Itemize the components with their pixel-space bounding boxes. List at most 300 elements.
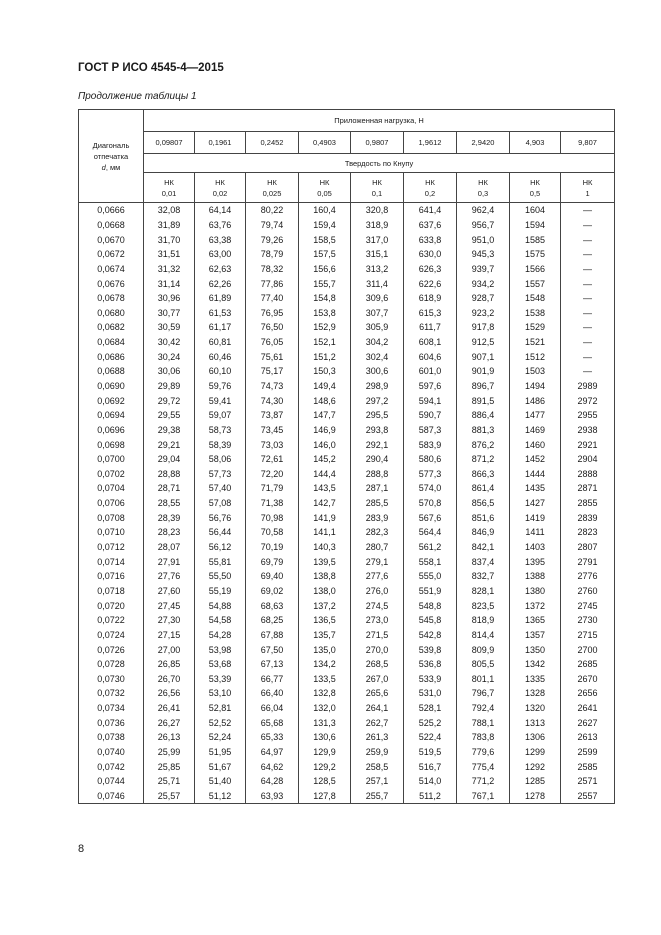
hardness-value-cell: 2839 bbox=[561, 510, 615, 525]
diagonal-cell: 0,0742 bbox=[79, 759, 144, 774]
hardness-value-cell: 2955 bbox=[561, 408, 615, 423]
hardness-value-cell: 264,1 bbox=[351, 701, 404, 716]
hardness-value-cell: 25,57 bbox=[144, 789, 195, 804]
hardness-value-cell: 1328 bbox=[510, 686, 561, 701]
diagonal-cell: 0,0672 bbox=[79, 247, 144, 262]
hardness-value-cell: 146,9 bbox=[299, 423, 351, 438]
table-row bbox=[79, 452, 615, 467]
hardness-value-cell: 155,7 bbox=[299, 276, 351, 291]
hardness-value-cell: 1575 bbox=[510, 247, 561, 262]
hardness-value-cell: 132,8 bbox=[299, 686, 351, 701]
hardness-scale-cell: НК 1 bbox=[561, 173, 615, 203]
hardness-value-cell: 779,6 bbox=[457, 745, 510, 760]
hardness-value-cell: 626,3 bbox=[404, 262, 457, 277]
hardness-value-cell: 522,4 bbox=[404, 730, 457, 745]
hardness-value-cell: 63,38 bbox=[195, 232, 246, 247]
hardness-value-cell: 27,00 bbox=[144, 642, 195, 657]
hardness-value-cell: 511,2 bbox=[404, 789, 457, 804]
hardness-value-cell: — bbox=[561, 305, 615, 320]
hardness-value-cell: 72,20 bbox=[246, 467, 299, 482]
hardness-value-cell: 133,5 bbox=[299, 672, 351, 687]
table-row bbox=[79, 686, 615, 701]
hardness-value-cell: 262,7 bbox=[351, 715, 404, 730]
hardness-value-cell: 771,2 bbox=[457, 774, 510, 789]
hardness-value-cell: 56,44 bbox=[195, 525, 246, 540]
table-row bbox=[79, 584, 615, 599]
hardness-value-cell: 2613 bbox=[561, 730, 615, 745]
hardness-value-cell: 53,10 bbox=[195, 686, 246, 701]
hardness-value-cell: 315,1 bbox=[351, 247, 404, 262]
hardness-value-cell: 28,23 bbox=[144, 525, 195, 540]
hardness-value-cell: 29,04 bbox=[144, 452, 195, 467]
hardness-value-cell: 2700 bbox=[561, 642, 615, 657]
table-row bbox=[79, 554, 615, 569]
hardness-value-cell: 1557 bbox=[510, 276, 561, 291]
diagonal-cell: 0,0740 bbox=[79, 745, 144, 760]
hardness-value-cell: 287,1 bbox=[351, 481, 404, 496]
hardness-value-cell: 53,68 bbox=[195, 657, 246, 672]
hardness-value-cell: 597,6 bbox=[404, 379, 457, 394]
hardness-value-cell: 80,22 bbox=[246, 203, 299, 218]
hardness-value-cell: 73,45 bbox=[246, 423, 299, 438]
hardness-value-cell: 320,8 bbox=[351, 203, 404, 218]
hardness-scale-cell: НК 0,02 bbox=[195, 173, 246, 203]
hardness-value-cell: 1292 bbox=[510, 759, 561, 774]
hardness-value-cell: 542,8 bbox=[404, 628, 457, 643]
hardness-value-cell: 29,72 bbox=[144, 393, 195, 408]
hardness-value-cell: 141,1 bbox=[299, 525, 351, 540]
hardness-value-cell: 79,74 bbox=[246, 218, 299, 233]
hardness-value-cell: 801,1 bbox=[457, 672, 510, 687]
hardness-value-cell: 1320 bbox=[510, 701, 561, 716]
hardness-value-cell: 934,2 bbox=[457, 276, 510, 291]
hardness-value-cell: — bbox=[561, 262, 615, 277]
hardness-value-cell: 531,0 bbox=[404, 686, 457, 701]
hardness-value-cell: 1313 bbox=[510, 715, 561, 730]
hardness-value-cell: 61,53 bbox=[195, 305, 246, 320]
hardness-value-cell: 270,0 bbox=[351, 642, 404, 657]
hardness-value-cell: 601,0 bbox=[404, 364, 457, 379]
hardness-value-cell: 1503 bbox=[510, 364, 561, 379]
hardness-value-cell: 67,50 bbox=[246, 642, 299, 657]
hardness-value-cell: 545,8 bbox=[404, 613, 457, 628]
hardness-value-cell: 318,9 bbox=[351, 218, 404, 233]
hardness-value-cell: 298,9 bbox=[351, 379, 404, 394]
hardness-value-cell: — bbox=[561, 247, 615, 262]
hardness-value-cell: 551,9 bbox=[404, 584, 457, 599]
hardness-value-cell: 141,9 bbox=[299, 510, 351, 525]
hardness-value-cell: 26,70 bbox=[144, 672, 195, 687]
hardness-value-cell: 27,60 bbox=[144, 584, 195, 599]
hardness-value-cell: 2791 bbox=[561, 554, 615, 569]
table-row bbox=[79, 379, 615, 394]
hardness-value-cell: 137,2 bbox=[299, 598, 351, 613]
hardness-value-cell: 58,06 bbox=[195, 452, 246, 467]
hardness-value-cell: 64,14 bbox=[195, 203, 246, 218]
hardness-value-cell: 65,33 bbox=[246, 730, 299, 745]
hardness-value-cell: 151,2 bbox=[299, 349, 351, 364]
diagonal-cell: 0,0670 bbox=[79, 232, 144, 247]
hardness-value-cell: 1512 bbox=[510, 349, 561, 364]
hardness-value-cell: 66,04 bbox=[246, 701, 299, 716]
table-body bbox=[79, 203, 615, 804]
hardness-value-cell: 30,42 bbox=[144, 335, 195, 350]
hardness-value-cell: 27,76 bbox=[144, 569, 195, 584]
hardness-value-cell: 891,5 bbox=[457, 393, 510, 408]
hardness-value-cell: 159,4 bbox=[299, 218, 351, 233]
hardness-value-cell: 896,7 bbox=[457, 379, 510, 394]
diagonal-cell: 0,0696 bbox=[79, 423, 144, 438]
hardness-value-cell: 76,05 bbox=[246, 335, 299, 350]
hardness-value-cell: — bbox=[561, 364, 615, 379]
hardness-value-cell: 311,4 bbox=[351, 276, 404, 291]
hardness-value-cell: 26,41 bbox=[144, 701, 195, 716]
hardness-value-cell: 1585 bbox=[510, 232, 561, 247]
hardness-value-cell: 62,63 bbox=[195, 262, 246, 277]
hardness-scale-cell: НК 0,025 bbox=[246, 173, 299, 203]
diagonal-cell: 0,0738 bbox=[79, 730, 144, 745]
table-row bbox=[79, 335, 615, 350]
hardness-value-cell: 876,2 bbox=[457, 437, 510, 452]
hardness-scale-cell: НК 0,05 bbox=[299, 173, 351, 203]
table-row bbox=[79, 408, 615, 423]
hardness-value-cell: 615,3 bbox=[404, 305, 457, 320]
hardness-value-cell: 1357 bbox=[510, 628, 561, 643]
hardness-value-cell: 78,32 bbox=[246, 262, 299, 277]
hardness-value-cell: 135,0 bbox=[299, 642, 351, 657]
hardness-value-cell: 2557 bbox=[561, 789, 615, 804]
hardness-value-cell: 273,0 bbox=[351, 613, 404, 628]
hardness-value-cell: 143,5 bbox=[299, 481, 351, 496]
diagonal-cell: 0,0692 bbox=[79, 393, 144, 408]
hardness-value-cell: 2656 bbox=[561, 686, 615, 701]
hardness-value-cell: 1435 bbox=[510, 481, 561, 496]
hardness-value-cell: — bbox=[561, 349, 615, 364]
hardness-value-cell: 516,7 bbox=[404, 759, 457, 774]
hardness-value-cell: 61,89 bbox=[195, 291, 246, 306]
hardness-value-cell: 55,50 bbox=[195, 569, 246, 584]
hardness-value-cell: 818,9 bbox=[457, 613, 510, 628]
diagonal-cell: 0,0668 bbox=[79, 218, 144, 233]
hardness-value-cell: 302,4 bbox=[351, 349, 404, 364]
table-row bbox=[79, 672, 615, 687]
hardness-value-cell: 519,5 bbox=[404, 745, 457, 760]
hardness-value-cell: 29,89 bbox=[144, 379, 195, 394]
hardness-value-cell: 290,4 bbox=[351, 452, 404, 467]
hardness-value-cell: 590,7 bbox=[404, 408, 457, 423]
table-row bbox=[79, 481, 615, 496]
hardness-value-cell: 1452 bbox=[510, 452, 561, 467]
hardness-value-cell: 147,7 bbox=[299, 408, 351, 423]
diagonal-cell: 0,0746 bbox=[79, 789, 144, 804]
load-value-cell: 1,9612 bbox=[404, 132, 457, 154]
hardness-value-cell: 134,2 bbox=[299, 657, 351, 672]
hardness-value-cell: 945,3 bbox=[457, 247, 510, 262]
hardness-value-cell: 60,10 bbox=[195, 364, 246, 379]
hardness-value-cell: 2807 bbox=[561, 540, 615, 555]
hardness-value-cell: 570,8 bbox=[404, 496, 457, 511]
hardness-value-cell: 148,6 bbox=[299, 393, 351, 408]
hardness-value-cell: 261,3 bbox=[351, 730, 404, 745]
hardness-value-cell: 1566 bbox=[510, 262, 561, 277]
hardness-value-cell: 140,3 bbox=[299, 540, 351, 555]
hardness-value-cell: 574,0 bbox=[404, 481, 457, 496]
hardness-value-cell: 132,0 bbox=[299, 701, 351, 716]
hardness-value-cell: 25,85 bbox=[144, 759, 195, 774]
diagonal-cell: 0,0684 bbox=[79, 335, 144, 350]
hardness-value-cell: 145,2 bbox=[299, 452, 351, 467]
hardness-scale-cell: НК 0,3 bbox=[457, 173, 510, 203]
hardness-value-cell: 30,24 bbox=[144, 349, 195, 364]
hardness-value-cell: 307,7 bbox=[351, 305, 404, 320]
hardness-value-cell: 138,8 bbox=[299, 569, 351, 584]
hardness-value-cell: 630,0 bbox=[404, 247, 457, 262]
hardness-value-cell: 277,6 bbox=[351, 569, 404, 584]
diagonal-cell: 0,0728 bbox=[79, 657, 144, 672]
table-caption: Продолжение таблицы 1 bbox=[78, 91, 197, 102]
hardness-value-cell: 138,0 bbox=[299, 584, 351, 599]
hardness-value-cell: 783,8 bbox=[457, 730, 510, 745]
hardness-value-cell: 70,58 bbox=[246, 525, 299, 540]
diagonal-cell: 0,0724 bbox=[79, 628, 144, 643]
hardness-value-cell: 271,5 bbox=[351, 628, 404, 643]
load-value-cell: 9,807 bbox=[561, 132, 615, 154]
table-row bbox=[79, 510, 615, 525]
hardness-value-cell: 514,0 bbox=[404, 774, 457, 789]
hardness-value-cell: 258,5 bbox=[351, 759, 404, 774]
hardness-value-cell: 70,98 bbox=[246, 510, 299, 525]
document-title: ГОСТ Р ИСО 4545-4—2015 bbox=[78, 62, 224, 74]
hardness-value-cell: 2972 bbox=[561, 393, 615, 408]
hardness-value-cell: 25,99 bbox=[144, 745, 195, 760]
hardness-value-cell: — bbox=[561, 276, 615, 291]
hardness-value-cell: 142,7 bbox=[299, 496, 351, 511]
hardness-value-cell: 1411 bbox=[510, 525, 561, 540]
hardness-value-cell: 158,5 bbox=[299, 232, 351, 247]
hardness-value-cell: 1388 bbox=[510, 569, 561, 584]
hardness-value-cell: 2855 bbox=[561, 496, 615, 511]
hardness-value-cell: 1460 bbox=[510, 437, 561, 452]
hardness-value-cell: 267,0 bbox=[351, 672, 404, 687]
hardness-value-cell: 127,8 bbox=[299, 789, 351, 804]
hardness-value-cell: 31,89 bbox=[144, 218, 195, 233]
table-row bbox=[79, 774, 615, 789]
hardness-value-cell: 580,6 bbox=[404, 452, 457, 467]
hardness-value-cell: 152,1 bbox=[299, 335, 351, 350]
hardness-value-cell: 129,2 bbox=[299, 759, 351, 774]
hardness-value-cell: 26,27 bbox=[144, 715, 195, 730]
hardness-value-cell: 917,8 bbox=[457, 320, 510, 335]
hardness-value-cell: 1538 bbox=[510, 305, 561, 320]
hardness-value-cell: 583,9 bbox=[404, 437, 457, 452]
hardness-value-cell: 1403 bbox=[510, 540, 561, 555]
table-row bbox=[79, 247, 615, 262]
hardness-value-cell: 62,26 bbox=[195, 276, 246, 291]
table-row bbox=[79, 305, 615, 320]
diagonal-cell: 0,0690 bbox=[79, 379, 144, 394]
table-row bbox=[79, 232, 615, 247]
hardness-value-cell: 539,8 bbox=[404, 642, 457, 657]
hardness-value-cell: 68,25 bbox=[246, 613, 299, 628]
hardness-value-cell: 55,19 bbox=[195, 584, 246, 599]
hardness-value-cell: 2730 bbox=[561, 613, 615, 628]
diagonal-cell: 0,0674 bbox=[79, 262, 144, 277]
hardness-value-cell: 136,5 bbox=[299, 613, 351, 628]
hardness-value-cell: 2715 bbox=[561, 628, 615, 643]
hardness-value-cell: 1477 bbox=[510, 408, 561, 423]
diagonal-cell: 0,0706 bbox=[79, 496, 144, 511]
hardness-value-cell: 30,77 bbox=[144, 305, 195, 320]
hardness-value-cell: 156,6 bbox=[299, 262, 351, 277]
table-row bbox=[79, 642, 615, 657]
hardness-scale-cell: НК 0,2 bbox=[404, 173, 457, 203]
diagonal-cell: 0,0702 bbox=[79, 467, 144, 482]
hardness-value-cell: 1594 bbox=[510, 218, 561, 233]
hardness-scale-cell: НК 0,5 bbox=[510, 173, 561, 203]
hardness-value-cell: 2627 bbox=[561, 715, 615, 730]
hardness-value-cell: 285,5 bbox=[351, 496, 404, 511]
hardness-value-cell: — bbox=[561, 232, 615, 247]
hardness-value-cell: 60,81 bbox=[195, 335, 246, 350]
hardness-value-cell: 57,40 bbox=[195, 481, 246, 496]
table-row bbox=[79, 657, 615, 672]
table-row bbox=[79, 437, 615, 452]
hardness-value-cell: 2641 bbox=[561, 701, 615, 716]
hardness-value-cell: 1494 bbox=[510, 379, 561, 394]
table-row bbox=[79, 569, 615, 584]
hardness-value-cell: 1335 bbox=[510, 672, 561, 687]
hardness-value-cell: 255,7 bbox=[351, 789, 404, 804]
hardness-value-cell: 72,61 bbox=[246, 452, 299, 467]
hardness-scale-cell: НК 0,1 bbox=[351, 173, 404, 203]
hardness-value-cell: 154,8 bbox=[299, 291, 351, 306]
hardness-value-cell: 608,1 bbox=[404, 335, 457, 350]
hardness-value-cell: 851,6 bbox=[457, 510, 510, 525]
hardness-value-cell: 66,77 bbox=[246, 672, 299, 687]
hardness-value-cell: 283,9 bbox=[351, 510, 404, 525]
hardness-value-cell: 577,3 bbox=[404, 467, 457, 482]
hardness-value-cell: 1372 bbox=[510, 598, 561, 613]
hardness-value-cell: 150,3 bbox=[299, 364, 351, 379]
hardness-value-cell: 881,3 bbox=[457, 423, 510, 438]
hardness-value-cell: 288,8 bbox=[351, 467, 404, 482]
hardness-value-cell: 587,3 bbox=[404, 423, 457, 438]
hardness-value-cell: 51,40 bbox=[195, 774, 246, 789]
hardness-value-cell: 27,91 bbox=[144, 554, 195, 569]
hardness-value-cell: 28,71 bbox=[144, 481, 195, 496]
knoop-hardness-header: Твердость по Кнупу bbox=[144, 154, 615, 173]
table-row bbox=[79, 364, 615, 379]
hardness-value-cell: 63,93 bbox=[246, 789, 299, 804]
hardness-value-cell: 633,8 bbox=[404, 232, 457, 247]
hardness-value-cell: 28,39 bbox=[144, 510, 195, 525]
hardness-value-cell: 276,0 bbox=[351, 584, 404, 599]
hardness-value-cell: 611,7 bbox=[404, 320, 457, 335]
hardness-value-cell: 31,70 bbox=[144, 232, 195, 247]
hardness-value-cell: 805,5 bbox=[457, 657, 510, 672]
hardness-value-cell: 2871 bbox=[561, 481, 615, 496]
hardness-value-cell: 618,9 bbox=[404, 291, 457, 306]
hardness-value-cell: 160,4 bbox=[299, 203, 351, 218]
hardness-value-cell: 56,76 bbox=[195, 510, 246, 525]
hardness-value-cell: 139,5 bbox=[299, 554, 351, 569]
hardness-value-cell: 71,79 bbox=[246, 481, 299, 496]
hardness-value-cell: 2599 bbox=[561, 745, 615, 760]
hardness-value-cell: 31,14 bbox=[144, 276, 195, 291]
diagonal-cell: 0,0722 bbox=[79, 613, 144, 628]
hardness-value-cell: 69,02 bbox=[246, 584, 299, 599]
hardness-value-cell: 2904 bbox=[561, 452, 615, 467]
table-row bbox=[79, 276, 615, 291]
diagonal-cell: 0,0688 bbox=[79, 364, 144, 379]
table-row bbox=[79, 262, 615, 277]
hardness-value-cell: 2745 bbox=[561, 598, 615, 613]
hardness-value-cell: 27,15 bbox=[144, 628, 195, 643]
hardness-value-cell: 939,7 bbox=[457, 262, 510, 277]
hardness-value-cell: 304,2 bbox=[351, 335, 404, 350]
hardness-value-cell: 1469 bbox=[510, 423, 561, 438]
hardness-value-cell: 131,3 bbox=[299, 715, 351, 730]
hardness-value-cell: 622,6 bbox=[404, 276, 457, 291]
hardness-value-cell: 842,1 bbox=[457, 540, 510, 555]
hardness-value-cell: 65,68 bbox=[246, 715, 299, 730]
table-row bbox=[79, 540, 615, 555]
hardness-value-cell: 962,4 bbox=[457, 203, 510, 218]
hardness-value-cell: 57,08 bbox=[195, 496, 246, 511]
hardness-value-cell: 69,79 bbox=[246, 554, 299, 569]
load-value-cell: 0,2452 bbox=[246, 132, 299, 154]
hardness-value-cell: — bbox=[561, 218, 615, 233]
diagonal-cell: 0,0720 bbox=[79, 598, 144, 613]
hardness-value-cell: 2989 bbox=[561, 379, 615, 394]
hardness-value-cell: 26,13 bbox=[144, 730, 195, 745]
hardness-value-cell: 923,2 bbox=[457, 305, 510, 320]
table-row bbox=[79, 730, 615, 745]
hardness-value-cell: 67,13 bbox=[246, 657, 299, 672]
hardness-value-cell: 53,39 bbox=[195, 672, 246, 687]
hardness-value-cell: 64,62 bbox=[246, 759, 299, 774]
hardness-value-cell: 901,9 bbox=[457, 364, 510, 379]
hardness-value-cell: 52,24 bbox=[195, 730, 246, 745]
hardness-value-cell: 58,73 bbox=[195, 423, 246, 438]
hardness-value-cell: 788,1 bbox=[457, 715, 510, 730]
diagonal-cell: 0,0736 bbox=[79, 715, 144, 730]
diagonal-cell: 0,0716 bbox=[79, 569, 144, 584]
applied-load-header: Приложенная нагрузка, Н bbox=[144, 110, 615, 132]
hardness-value-cell: 76,50 bbox=[246, 320, 299, 335]
hardness-value-cell: 61,17 bbox=[195, 320, 246, 335]
hardness-value-cell: 1486 bbox=[510, 393, 561, 408]
hardness-value-cell: 2938 bbox=[561, 423, 615, 438]
hardness-value-cell: 76,95 bbox=[246, 305, 299, 320]
hardness-value-cell: 775,4 bbox=[457, 759, 510, 774]
hardness-value-cell: 54,88 bbox=[195, 598, 246, 613]
hardness-value-cell: 2670 bbox=[561, 672, 615, 687]
hardness-value-cell: 809,9 bbox=[457, 642, 510, 657]
hardness-value-cell: 79,26 bbox=[246, 232, 299, 247]
hardness-value-cell: 1350 bbox=[510, 642, 561, 657]
table-row bbox=[79, 467, 615, 482]
hardness-value-cell: 53,98 bbox=[195, 642, 246, 657]
hardness-value-cell: 2685 bbox=[561, 657, 615, 672]
hardness-value-cell: 928,7 bbox=[457, 291, 510, 306]
hardness-value-cell: 274,5 bbox=[351, 598, 404, 613]
hardness-value-cell: 293,8 bbox=[351, 423, 404, 438]
hardness-table bbox=[78, 109, 615, 804]
hardness-value-cell: 153,8 bbox=[299, 305, 351, 320]
diagonal-cell: 0,0680 bbox=[79, 305, 144, 320]
hardness-value-cell: 67,88 bbox=[246, 628, 299, 643]
